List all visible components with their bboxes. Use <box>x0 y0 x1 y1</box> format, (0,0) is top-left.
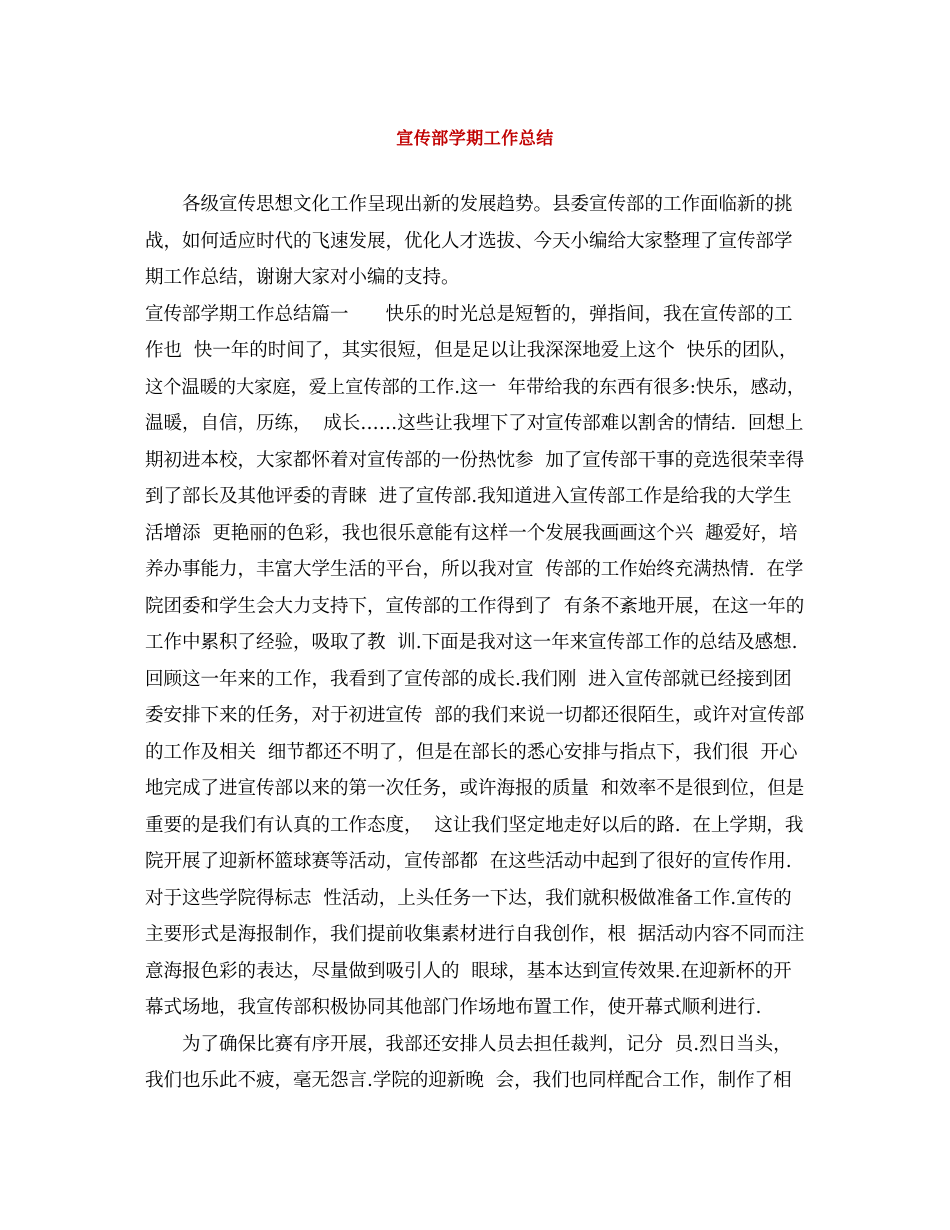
body-line: 回顾这一年来的工作，我看到了宣传部的成长.我们刚 进入宣传部就已经接到团 <box>145 668 792 690</box>
body-line: 我们也乐此不疲，毫无怨言.学院的迎新晚 会，我们也同样配合工作，制作了相 <box>145 1070 792 1091</box>
body-line: 温暖，自信，历练， 成长……这些让我埋下了对宣传部难以割舍的情结. 回想上 <box>145 413 804 434</box>
body-line: 这个温暖的大家庭，爱上宣传部的工作.这一 年带给我的东西有很多:快乐，感动， <box>145 376 806 398</box>
body-line: 为了确保比赛有序开展，我部还安排人员去担任裁判，记分 员.烈日当头， <box>145 1033 792 1055</box>
body-line: 院团委和学生会大力支持下，宣传部的工作得到了 有条不紊地开展，在这一年的 <box>145 595 805 617</box>
body-line: 期初进本校，大家都怀着对宣传部的一份热忱参 加了宣传部干事的竞选很荣幸得 <box>145 449 805 471</box>
body-line: 地完成了进宣传部以来的第一次任务，或许海报的质量 和效率不是很到位，但是 <box>145 778 805 799</box>
body-line: 到了部长及其他评委的青睐 进了宣传部.我知道进入宣传部工作是给我的大学生 <box>145 486 792 507</box>
body-line: 幕式场地，我宣传部积极协同其他部门作场地布置工作，使开幕式顺利进行. <box>145 997 762 1018</box>
body-line: 战，如何适应时代的飞速发展，优化人才选拔、今天小编给大家整理了宣传部学 <box>145 230 793 252</box>
body-line: 的工作及相关 细节都还不明了，但是在部长的悉心安排与指点下，我们很 开心 <box>145 741 798 763</box>
body-line: 对于这些学院得标志 性活动，上头任务一下达，我们就积极做准备工作.宣传的 <box>145 887 792 909</box>
body-line: 宣传部学期工作总结篇一 快乐的时光总是短暂的，弹指间，我在宣传部的工 <box>145 303 793 325</box>
body-line: 主要形式是海报制作，我们提前收集素材进行自我创作，根 据活动内容不同而注 <box>145 924 805 945</box>
body-line: 作也 快一年的时间了，其实很短，但是足以让我深深地爱上这个 快乐的团队， <box>145 340 798 361</box>
body-line: 意海报色彩的表达，尽量做到吸引人的 眼球，基本达到宣传效果.在迎新杯的开 <box>145 960 792 982</box>
body-line: 期工作总结，谢谢大家对小编的支持。 <box>145 267 460 288</box>
body-line: 工作中累积了经验，吸取了教 训.下面是我对这一年来宣传部工作的总结及感想. <box>145 632 798 653</box>
body-line: 重要的是我们有认真的工作态度， 这让我们坚定地走好以后的路. 在上学期，我 <box>145 814 804 836</box>
body-line: 院开展了迎新杯篮球赛等活动，宣传部都 在这些活动中起到了很好的宣传作用. <box>145 851 792 872</box>
body-line: 委安排下来的任务，对于初进宣传 部的我们来说一切都还很陌生，或许对宣传部 <box>145 705 805 726</box>
body-line: 各级宣传思想文化工作呈现出新的发展趋势。县委宣传部的工作面临新的挑 <box>145 194 793 215</box>
body-line: 养办事能力，丰富大学生活的平台，所以我对宣 传部的工作始终充满热情. 在学 <box>145 559 804 580</box>
body-line: 活增添 更艳丽的色彩，我也很乐意能有这样一个发展我画画这个兴 趣爱好，培 <box>145 522 798 544</box>
document-title: 宣传部学期工作总结 <box>396 129 554 149</box>
